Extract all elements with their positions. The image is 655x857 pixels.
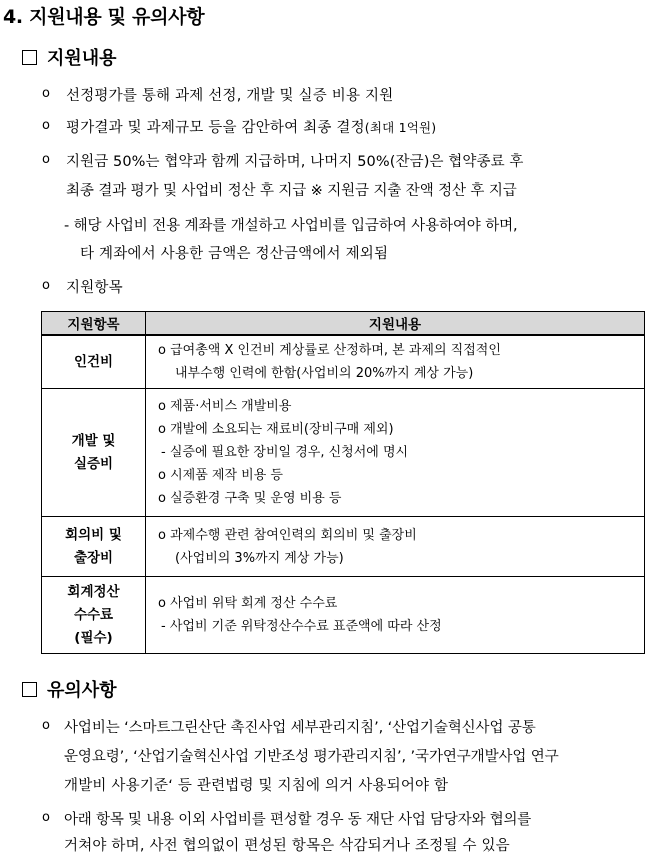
caution-bullet-1-line-1: 사업비는 ‘스마트그린산단 촉진사업 세부관리지침’, ‘산업기술혁신사업 공통 — [64, 720, 536, 736]
row-category — [42, 577, 146, 654]
section-title: 4. 지원내용 및 유의사항 — [3, 6, 205, 28]
row-content — [146, 577, 645, 654]
category-line: 출장비 — [73, 549, 114, 566]
support-items-table — [41, 311, 645, 654]
support-dash-line-1: - 해당 사업비 전용 계좌를 개설하고 사업비를 입금하여 사용하여야 하며, — [64, 218, 518, 234]
table-header-row — [42, 312, 645, 336]
support-bullet-2-main: 평가결과 및 과제규모 등을 감안하여 최종 결정 — [66, 120, 365, 136]
support-bullet-3-line-2: 최종 결과 평가 및 사업비 정산 후 지급 ※ 지원금 지출 잔액 정산 후 지급 — [66, 183, 517, 199]
bullet-symbol: o — [42, 118, 50, 133]
table-header-item: 지원항목 — [42, 312, 146, 336]
category-line: 실증비 — [73, 455, 114, 472]
caution-bullet-2-line-1: 아래 항목 및 내용 이외 사업비를 편성할 경우 동 재단 사업 담당자와 협의를 — [64, 812, 532, 828]
content-line: o 시제품 제작 비용 등 — [158, 468, 283, 483]
row-category — [42, 335, 146, 389]
bullet-symbol: o — [42, 718, 50, 733]
support-heading — [22, 44, 117, 70]
table-row — [42, 517, 645, 577]
support-bullet-4: 지원항목 — [66, 280, 123, 296]
content-line: o 개발에 소요되는 재료비(장비구매 제외) — [158, 422, 394, 437]
support-bullet-2-note: (최대 1억원) — [364, 120, 437, 135]
bullet-symbol: o — [42, 810, 50, 825]
caution-bullet-1-line-2: 운영요령’, ‘산업기술혁신사업 기반조성 평가관리지침’, ’국가연구개발사업 연구 — [64, 749, 559, 765]
category-line: 인건비 — [73, 353, 114, 370]
content-line: - 사업비 기준 위탁정산수수료 표준액에 따라 산정 — [161, 619, 442, 634]
caution-heading — [22, 676, 117, 702]
support-bullet-3-line-1: 지원금 50%는 협약과 함께 지급하며, 나머지 50%(잔금)은 협약종료 후 — [66, 154, 524, 170]
table-header-content: 지원내용 — [146, 312, 645, 336]
content-line: (사업비의 3%까지 계상 가능) — [175, 550, 344, 566]
table-row — [42, 389, 645, 517]
caution-heading-text: 유의사항 — [47, 680, 117, 701]
content-line: o 과제수행 관련 참여인력의 회의비 및 출장비 — [158, 527, 417, 543]
content-line: - 실증에 필요한 장비일 경우, 신청서에 명시 — [161, 445, 409, 460]
caution-bullet-2-line-2: 거쳐야 하며, 사전 협의없이 편성된 항목은 삭감되거나 조정될 수 있음 — [64, 838, 510, 854]
row-content — [146, 517, 645, 577]
category-line: 수수료 — [73, 606, 114, 623]
table-row — [42, 335, 645, 389]
content-line: o 제품·서비스 개발비용 — [158, 399, 292, 414]
category-line: 회의비 및 — [65, 526, 122, 543]
table-row — [42, 577, 645, 654]
row-category — [42, 517, 146, 577]
category-line: (필수) — [74, 629, 113, 646]
support-bullet-1: 선정평가를 통해 과제 선정, 개발 및 실증 비용 지원 — [66, 88, 394, 104]
checkbox-square-icon — [22, 50, 37, 65]
bullet-symbol: o — [42, 86, 50, 101]
category-line: 회계정산 — [67, 583, 120, 600]
support-heading-text: 지원내용 — [47, 48, 117, 69]
caution-bullet-1-line-3: 개발비 사용기준‘ 등 관련법령 및 지침에 의거 사용되어야 함 — [64, 778, 449, 794]
row-content — [146, 335, 645, 389]
content-line: o 사업비 위탁 회계 정산 수수료 — [158, 596, 338, 611]
row-category — [42, 389, 146, 517]
bullet-symbol: o — [42, 152, 50, 167]
category-line: 개발 및 — [71, 432, 116, 449]
content-line: o 실증환경 구축 및 운영 비용 등 — [158, 491, 342, 506]
support-bullet-2 — [66, 116, 436, 137]
row-content — [146, 389, 645, 517]
checkbox-square-icon — [22, 682, 37, 697]
support-dash-line-2: 타 계좌에서 사용한 금액은 정산금액에서 제외됨 — [80, 246, 389, 262]
content-line: o 급여총액 X 인건비 계상률로 산정하며, 본 과제의 직접적인 — [158, 343, 501, 358]
content-line: 내부수행 인력에 한함(사업비의 20%까지 계상 가능) — [175, 366, 474, 381]
bullet-symbol: o — [42, 278, 50, 293]
